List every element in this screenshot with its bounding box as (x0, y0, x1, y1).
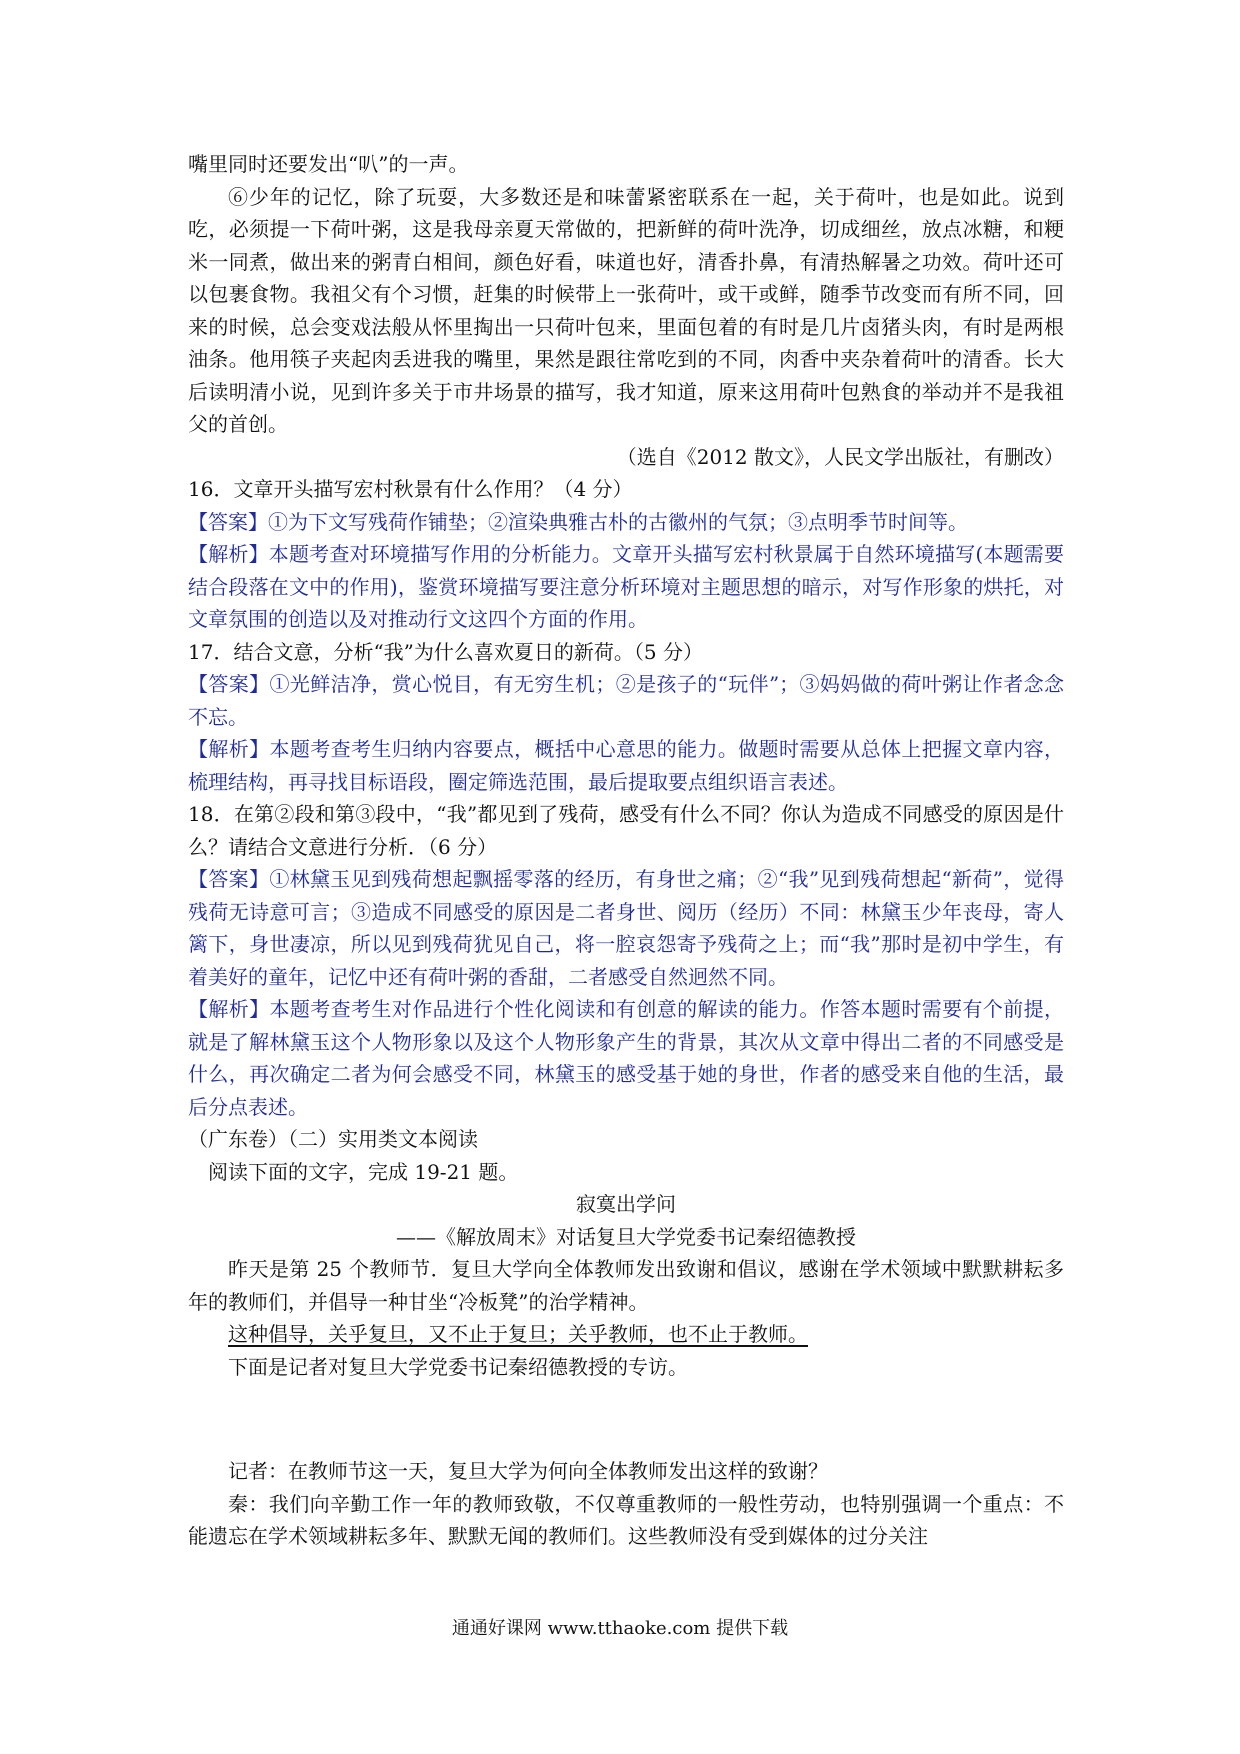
analysis-17: 【解析】本题考查考生归纳内容要点，概括中心意思的能力。做题时需要从总体上把握文章内容，梳理结构，再寻找目标语段，圈定筛选范围，最后提取要点组织语言表述。 (188, 737, 1064, 794)
article-paragraph: 昨天是第 25 个教师节．复旦大学向全体教师发出致谢和倡议，感谢在学术领域中默默耕耘多年的教师们，并倡导一种甘坐“冷板凳”的治学精神。 (188, 1257, 1064, 1314)
paragraph-continuation: 嘴里同时还要发出“叭”的一声。 (188, 152, 469, 176)
page-footer: 通通好课网 www.tthaoke.com 提供下载 (451, 1618, 789, 1639)
underlined-sentence: 这种倡导，关乎复旦，又不止于复旦；关乎教师，也不止于教师。 (228, 1322, 808, 1346)
interview-answer: 秦：我们向辛勤工作一年的教师致敬，不仅尊重教师的一般性劳动，也特别强调一个重点：不能遗忘在学术领域耕耘多年、默默无闻的教师们。这些教师没有受到媒体的过分关注 (188, 1491, 1064, 1548)
document-body (188, 148, 1064, 1553)
section-heading: （广东卷）（二）实用类文本阅读 (188, 1127, 478, 1151)
analysis-16: 【解析】本题考查对环境描写作用的分析能力。文章开头描写宏村秋景属于自然环境描写(本题需要结合段落在文中的作用)，鉴赏环境描写要注意分析环境对主题思想的暗示，对写作形象的烘托，对文章氛围的创造以及对推动行文这四个方面的作用。 (188, 542, 1064, 631)
blank-space (188, 1383, 1064, 1455)
answer-17: 【答案】①光鲜洁净，赏心悦目，有无穷生机；②是孩子的“玩伴”；③妈妈做的荷叶粥让作者念念不忘。 (188, 672, 1064, 729)
analysis-18: 【解析】本题考查考生对作品进行个性化阅读和有创意的解读的能力。作答本题时需要有个前提，就是了解林黛玉这个人物形象以及这个人物形象产生的背景，其次从文章中得出二者的不同感受是什么，再次确定二者为何会感受不同，林黛玉的感受基于她的身世，作者的感受来自他的生活，最后分点表述。 (188, 997, 1064, 1119)
source-citation: （选自《2012 散文》，人民文学出版社，有删改） (616, 444, 1064, 469)
question-16: 16．文章开头描写宏村秋景有什么作用？（4 分） (188, 477, 633, 501)
question-18: 18．在第②段和第③段中，“我”都见到了残荷，感受有什么不同？你认为造成不同感受的原因是什么？请结合文意进行分析．（6 分） (188, 802, 1064, 859)
article-paragraph: 下面是记者对复旦大学党委书记秦绍德教授的专访。 (228, 1354, 688, 1379)
article-subtitle: ——《解放周末》对话复旦大学党委书记秦绍德教授 (396, 1224, 856, 1249)
article-title: 寂寞出学问 (576, 1192, 676, 1216)
answer-18: 【答案】①林黛玉见到残荷想起飘摇零落的经历，有身世之痛；②“我”见到残荷想起“新荷”，觉得残荷无诗意可言；③造成不同感受的原因是二者身世、阅历（经历）不同：林黛玉少年丧母，寄人篱下，身世凄凉，所以见到残荷犹见自己，将一腔哀怨寄予残荷之上；而“我”那时是初中学生，有着美好的童年，记忆中还有荷叶粥的香甜，二者感受自然迥然不同。 (188, 867, 1064, 989)
reading-instruction: 阅读下面的文字，完成 19-21 题。 (208, 1159, 519, 1184)
question-17: 17．结合文意，分析“我”为什么喜欢夏日的新荷。（5 分） (188, 639, 703, 664)
interview-question: 记者：在教师节这一天，复旦大学为何向全体教师发出这样的致谢？ (228, 1459, 828, 1483)
paragraph-6: ⑥少年的记忆，除了玩耍，大多数还是和味蕾紧密联系在一起，关于荷叶，也是如此。说到吃，必须提一下荷叶粥，这是我母亲夏天常做的，把新鲜的荷叶洗净，切成细丝，放点冰糖，和粳米一同煮，做出来的粥青白相间，颜色好看，味道也好，清香扑鼻，有清热解暑之功效。荷叶还可以包裹食物。我祖父有个习惯，赶集的时候带上一张荷叶，或干或鲜，随季节改变而有所不同，回来的时候，总会变戏法般从怀里掏出一只荷叶包来，里面包着的有时是几片卤猪头肉，有时是两根油条。他用筷子夹起肉丢进我的嘴里，果然是跟往常吃到的不同，肉香中夹杂着荷叶的清香。长大后读明清小说，见到许多关于市井场景的描写，我才知道，原来这用荷叶包熟食的举动并不是我祖父的首创。 (188, 184, 1064, 436)
answer-16: 【答案】①为下文写残荷作铺垫；②渲染典雅古朴的古徽州的气氛；③点明季节时间等。 (188, 509, 968, 534)
